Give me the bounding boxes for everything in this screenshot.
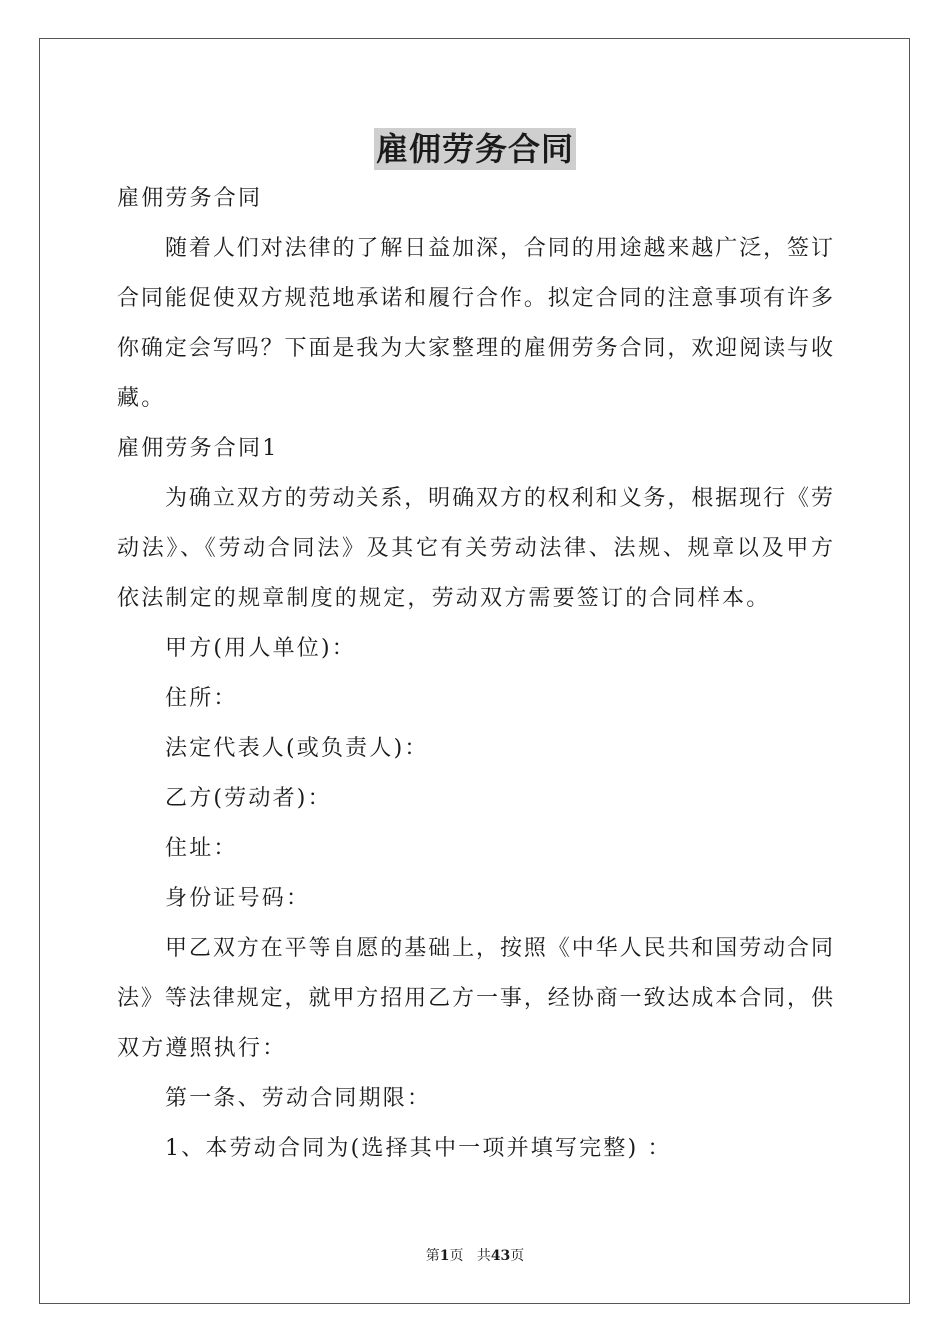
section-heading: 雇佣劳务合同1 [117,436,279,461]
agreement-line-3: 双方遵照执行： [117,1036,287,1061]
page-footer [0,1246,950,1266]
party-a-field: 甲方(用人单位)： [165,636,356,661]
article-1-item-1: 1、本劳动合同为(选择其中一项并填写完整) ： [165,1136,672,1161]
party-b-address-field: 住址： [165,836,238,861]
document-title: 雇佣劳务合同 [375,130,574,168]
id-number-field: 身份证号码： [165,886,311,911]
intro-line-2: 合同能促使双方规范地承诺和履行合作。拟定合同的注意事项有许多 [117,286,833,311]
article-1-title: 第一条、劳动合同期限： [165,1086,432,1111]
agreement-line-2: 法》等法律规定，就甲方招用乙方一事，经协商一致达成本合同，供 [117,986,833,1011]
intro-line-1: 随着人们对法律的了解日益加深，合同的用途越来越广泛，签订 [165,236,833,261]
legal-representative-field: 法定代表人(或负责人)： [165,736,429,761]
purpose-line-1: 为确立双方的劳动关系，明确双方的权利和义务，根据现行《劳 [165,486,833,511]
footer-page-prefix: 第 [425,1248,440,1264]
party-b-field: 乙方(劳动者)： [165,786,332,811]
purpose-line-3: 依法制定的规章制度的规定，劳动双方需要签订的合同样本。 [117,586,771,611]
footer-page-unit: 页 [449,1248,464,1264]
party-a-address-field: 住所： [165,686,238,711]
intro-line-3: 你确定会写吗？下面是我为大家整理的雇佣劳务合同，欢迎阅读与收 [117,336,833,361]
footer-total-unit: 页 [510,1248,525,1264]
page-border [39,38,910,1304]
agreement-line-1: 甲乙双方在平等自愿的基础上，按照《中华人民共和国劳动合同 [165,936,833,961]
footer-total-pages: 43 [490,1248,511,1264]
intro-line-4: 藏。 [117,386,166,411]
title-container [0,128,950,170]
purpose-line-2: 动法》、《劳动合同法》及其它有关劳动法律、法规、规章以及甲方 [117,536,833,561]
footer-total-prefix: 共 [476,1248,491,1264]
footer-page-number: 1 [439,1248,450,1264]
document-heading: 雇佣劳务合同 [117,186,263,211]
